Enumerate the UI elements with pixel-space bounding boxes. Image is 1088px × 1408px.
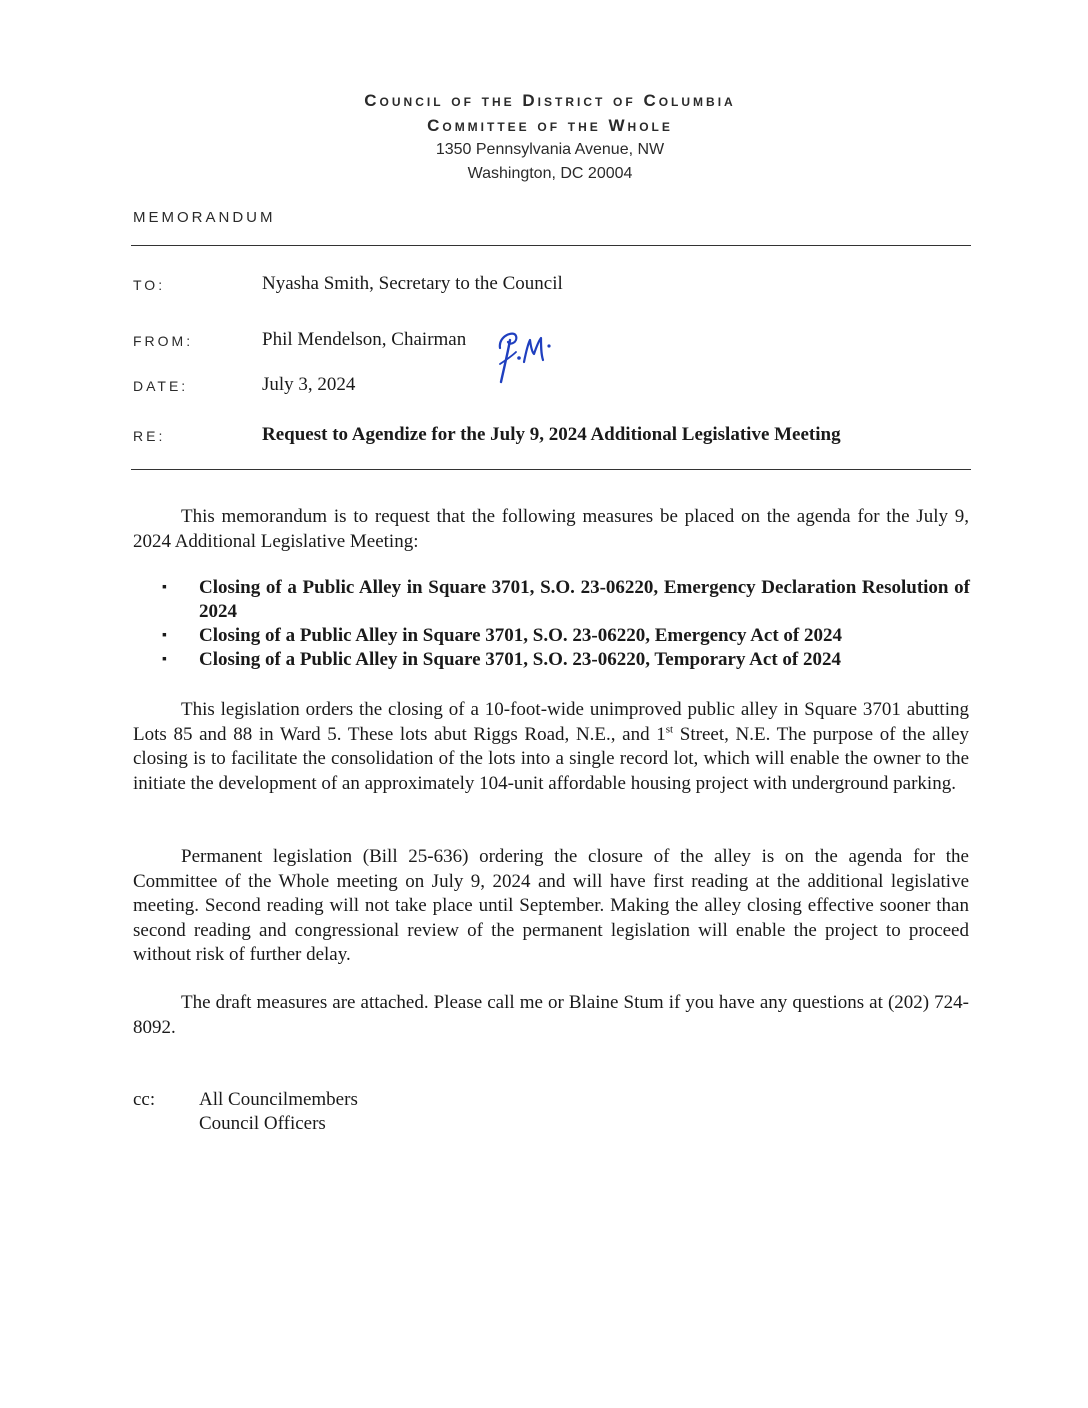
header-top-rule <box>131 245 971 246</box>
cc-recipient: All Councilmembers <box>199 1089 358 1110</box>
permanent-legislation-text: Permanent legislation (Bill 25-636) ordering the closure of the alley is on the agenda for the Committee of the Whole meeting on July 9, 2024 and will have first reading at the additional legislative meeting. Second reading will not take place until September. Making the alley closing effective sooner than second reading and congressional review of the permanent legislation will enable the project to proceed without risk of further delay. <box>133 846 969 965</box>
permanent-legislation-paragraph <box>133 845 969 968</box>
date-label: DATE: <box>133 378 189 394</box>
measures-list <box>162 576 970 672</box>
to-value: Nyasha Smith, Secretary to the Council <box>262 273 563 294</box>
ordinal-superscript: st <box>665 723 674 736</box>
re-label: RE: <box>133 428 166 444</box>
bullet-icon: ▪ <box>162 628 167 643</box>
cc-label: cc: <box>133 1089 156 1110</box>
bullet-icon: ▪ <box>162 580 167 595</box>
list-item <box>162 624 970 648</box>
to-row <box>133 273 973 299</box>
alley-closing-text-start: This legislation orders the closing of a 10-foot-wide unimproved public alley in Square 3701 abutting Lots 85 and 88 in Ward 5. These lots abut Riggs Road, N.E., and 1 <box>133 699 969 745</box>
from-value: Phil Mendelson, Chairman <box>262 329 467 350</box>
cc-recipients <box>199 1088 358 1136</box>
memorandum-label: MEMORANDUM <box>133 209 276 226</box>
letterhead-street-address: 1350 Pennsylvania Avenue, NW <box>435 141 665 158</box>
intro-text: This memorandum is to request that the following measures be placed on the agenda for the July 9, 2024 Additional Legislative Meeting: <box>133 506 969 552</box>
handwritten-initials-signature <box>486 322 556 388</box>
intro-paragraph <box>133 505 969 554</box>
from-label: FROM: <box>133 333 194 349</box>
re-row <box>133 424 973 450</box>
measure-title: Closing of a Public Alley in Square 3701, S.O. 23-06220, Emergency Act of 2024 <box>199 625 843 646</box>
bullet-icon: ▪ <box>162 652 167 667</box>
alley-closing-text-end: Street, N.E. The purpose of the alley closing is to facilitate the consolidation of the lots into a single record lot, which will enable the owner to the initiate the development of an approximately 104-unit affordable housing project with underground parking. <box>133 723 969 794</box>
contact-paragraph <box>133 991 969 1040</box>
re-value: Request to Agendize for the July 9, 2024 Additional Legislative Meeting <box>262 424 841 445</box>
contact-text: The draft measures are attached. Please call me or Blaine Stum if you have any questions at (202) 724-8092. <box>133 992 969 1038</box>
alley-closing-paragraph <box>133 698 969 796</box>
to-label: TO: <box>133 277 166 293</box>
list-item <box>162 648 970 672</box>
list-item <box>162 576 970 624</box>
header-bottom-rule <box>131 469 971 470</box>
cc-recipient: Council Officers <box>199 1113 326 1134</box>
date-value: July 3, 2024 <box>262 374 356 395</box>
measure-title: Closing of a Public Alley in Square 3701, S.O. 23-06220, Emergency Declaration Resolution of 2024 <box>199 577 970 622</box>
letterhead-city-address: Washington, DC 20004 <box>467 165 633 182</box>
letterhead <box>0 88 1088 186</box>
letterhead-council-name: Council of the District of Columbia <box>364 91 736 110</box>
letterhead-committee-name: Committee of the Whole <box>427 116 673 135</box>
measure-title: Closing of a Public Alley in Square 3701, S.O. 23-06220, Temporary Act of 2024 <box>199 649 841 670</box>
